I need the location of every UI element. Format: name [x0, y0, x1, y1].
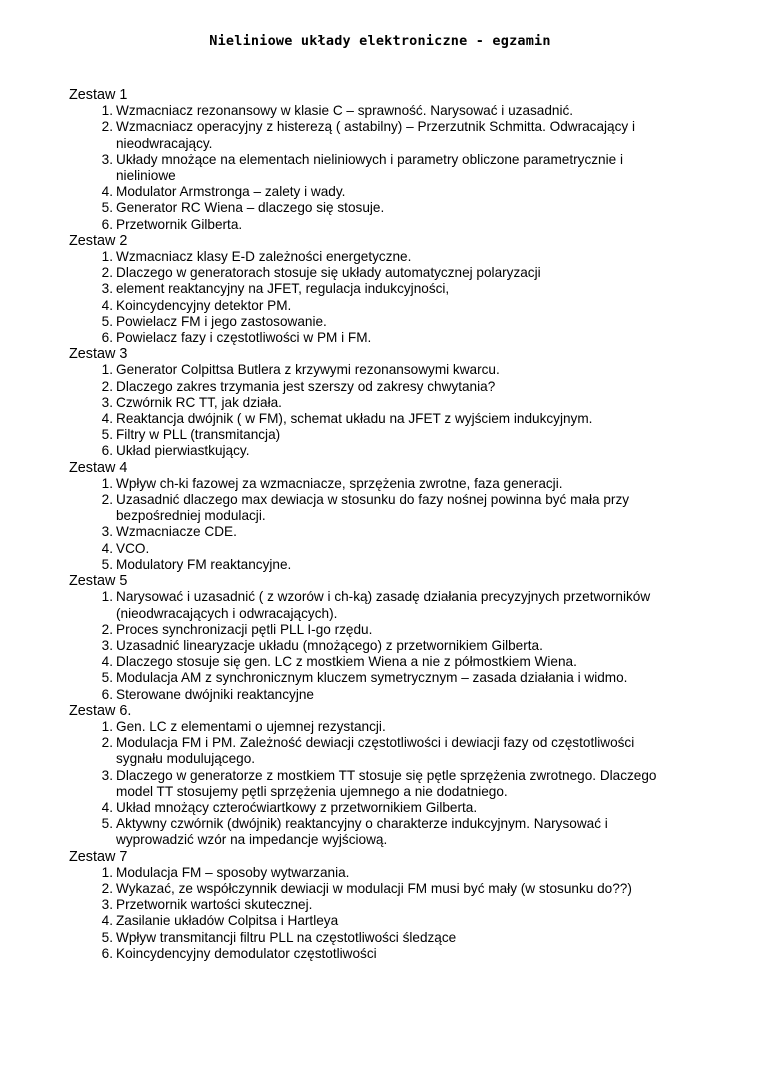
question-item [69, 687, 669, 703]
question-number: 5. [101, 427, 113, 443]
question-text: element reaktancyjny na JFET, regulacja indukcyjności, [116, 281, 450, 297]
question-item [69, 265, 669, 281]
question-number: 2. [101, 378, 113, 394]
question-text: Filtry w PLL (transmitancja) [116, 427, 281, 443]
question-item [69, 379, 669, 395]
question-item [69, 654, 669, 670]
question-text: Modulacja FM – sposoby wytwarzania. [116, 864, 350, 880]
question-list [69, 249, 669, 346]
question-text: Przetwornik wartości skutecznej. [116, 897, 313, 913]
set-heading: Zestaw 3 [69, 346, 128, 363]
question-number: 1. [101, 718, 113, 734]
question-text: Wpływ ch-ki fazowej za wzmacniacze, sprzężenia zwrotne, faza generacji. [116, 475, 563, 491]
question-text: Reaktancja dwójnik ( w FM), schemat układu na JFET z wyjściem indukcyjnym. [116, 411, 593, 427]
question-item [69, 103, 669, 119]
question-text: Wzmacniacz rezonansowy w klasie C – sprawność. Narysować i uzasadnić. [116, 103, 574, 119]
question-text: Sterowane dwójniki reaktancyjne [116, 686, 314, 702]
question-number: 5. [101, 313, 113, 329]
question-number: 5. [101, 929, 113, 945]
question-item [69, 557, 669, 573]
question-item [69, 719, 669, 735]
question-list [69, 103, 669, 233]
question-number: 6. [101, 216, 113, 232]
question-number: 4. [101, 913, 113, 929]
question-text: Dlaczego w generatorach stosuje się układy automatycznej polaryzacji [116, 265, 541, 281]
question-text: Powielacz FM i jego zastosowanie. [116, 313, 327, 329]
question-item [69, 281, 669, 297]
question-text: Generator Colpittsa Butlera z krzywymi rezonansowymi kwarcu. [116, 362, 500, 378]
question-number: 3. [101, 524, 113, 540]
question-text: Układy mnożące na elementach nieliniowych i parametry obliczone parametrycznie i nieliniowe [116, 151, 623, 184]
question-text: Koincydencyjny demodulator częstotliwości [116, 945, 377, 961]
question-text: Generator RC Wiena – dlaczego się stosuje. [116, 200, 385, 216]
exam-set [69, 849, 669, 962]
question-list [69, 589, 669, 702]
question-text: Wpływ transmitancji filtru PLL na częstotliwości śledzące [116, 929, 457, 945]
question-item [69, 443, 669, 459]
question-item [69, 119, 669, 151]
question-number: 2. [101, 119, 113, 135]
question-text: Wzmacniacze CDE. [116, 524, 237, 540]
question-number: 3. [101, 151, 113, 167]
question-number: 6. [101, 686, 113, 702]
question-item [69, 622, 669, 638]
question-number: 4. [101, 654, 113, 670]
question-item [69, 184, 669, 200]
question-number: 2. [101, 735, 113, 751]
question-text: Narysować i uzasadnić ( z wzorów i ch-ką) zasadę działania precyzyjnych przetworników (nieodwracających i odwracających). [116, 589, 651, 621]
question-number: 1. [101, 103, 113, 119]
question-text: Wzmacniacz operacyjny z histerezą ( astabilny) – Przerzutnik Schmitta. Odwracający i nieodwracający. [116, 119, 636, 151]
question-list [69, 719, 669, 849]
question-number: 2. [101, 621, 113, 637]
question-item [69, 492, 669, 524]
question-item [69, 865, 669, 881]
question-item [69, 913, 669, 929]
question-text: Układ mnożący czteroćwiartkowy z przetwornikiem Gilberta. [116, 799, 478, 815]
question-item [69, 411, 669, 427]
question-number: 6. [101, 945, 113, 961]
question-item [69, 427, 669, 443]
question-item [69, 768, 669, 800]
question-text: Proces synchronizacji pętli PLL I-go rzędu. [116, 621, 373, 637]
question-text: Wykazać, ze współczynnik dewiacji w modulacji FM musi być mały (w stosunku do??) [116, 880, 632, 896]
set-heading: Zestaw 1 [69, 87, 128, 103]
question-item [69, 589, 669, 621]
question-item [69, 524, 669, 540]
question-number: 2. [101, 492, 113, 508]
question-text: Aktywny czwórnik (dwójnik) reaktancyjny o charakterze indukcyjnym. Narysować i wyprowadzić wzór na impedancje wyjściową. [116, 816, 608, 848]
question-number: 1. [101, 249, 113, 265]
exam-set [69, 573, 669, 703]
set-heading: Zestaw 2 [69, 232, 128, 249]
set-heading: Zestaw 7 [69, 848, 128, 865]
question-text: Dlaczego stosuje się gen. LC z mostkiem Wiena a nie z półmostkiem Wiena. [116, 654, 577, 670]
question-number: 5. [101, 556, 113, 572]
question-number: 6. [101, 443, 113, 459]
question-text: Modulator Armstronga – zalety i wady. [116, 184, 346, 200]
question-text: Uzasadnić dlaczego max dewiacja w stosunku do fazy nośnej powinna być mała przy bezpośredniej modulacji. [116, 492, 630, 524]
question-text: Dlaczego w generatorze z mostkiem TT stosuje się pętle sprzężenia zwrotnego. Dlaczego model TT stosujemy pętli sprzężenia ujemnego a nie dodatniego. [116, 767, 657, 799]
question-number: 1. [101, 864, 113, 880]
question-item [69, 930, 669, 946]
question-text: Modulacja AM z synchronicznym kluczem symetrycznym – zasada działania i widmo. [116, 670, 628, 686]
question-number: 2. [101, 880, 113, 896]
question-text: Wzmacniacz klasy E-D zależności energetyczne. [116, 249, 412, 265]
question-number: 4. [101, 184, 113, 200]
question-item [69, 881, 669, 897]
exam-set [69, 233, 669, 346]
question-text: Powielacz fazy i częstotliwości w PM i FM. [116, 330, 372, 346]
question-item [69, 946, 669, 962]
question-text: Zasilanie układów Colpitsa i Hartleya [116, 913, 339, 929]
question-number: 5. [101, 200, 113, 216]
document-body [69, 87, 669, 962]
question-text: Uzasadnić linearyzacje układu (mnożącego) z przetwornikiem Gilberta. [116, 637, 543, 653]
question-number: 5. [101, 816, 113, 832]
question-text: Układ pierwiastkujący. [116, 443, 250, 459]
question-number: 2. [101, 265, 113, 281]
question-text: Dlaczego zakres trzymania jest szerszy od zakresy chwytania? [116, 378, 496, 394]
set-heading: Zestaw 6. [69, 702, 132, 719]
set-heading: Zestaw 5 [69, 573, 128, 590]
exam-set [69, 346, 669, 459]
question-text: VCO. [116, 540, 150, 556]
question-number: 6. [101, 330, 113, 346]
question-number: 3. [101, 394, 113, 410]
question-item [69, 362, 669, 378]
question-number: 4. [101, 540, 113, 556]
question-item [69, 897, 669, 913]
exam-set [69, 703, 669, 849]
question-item [69, 735, 669, 767]
question-item [69, 200, 669, 216]
question-item [69, 638, 669, 654]
question-item [69, 541, 669, 557]
question-item [69, 314, 669, 330]
question-text: Gen. LC z elementami o ujemnej rezystancji. [116, 718, 386, 734]
question-item [69, 816, 669, 848]
question-list [69, 865, 669, 962]
question-text: Koincydencyjny detektor PM. [116, 297, 292, 313]
question-item [69, 249, 669, 265]
question-item [69, 298, 669, 314]
question-item [69, 217, 669, 233]
question-number: 3. [101, 637, 113, 653]
question-list [69, 362, 669, 459]
question-number: 3. [101, 897, 113, 913]
question-number: 5. [101, 670, 113, 686]
set-heading: Zestaw 4 [69, 459, 128, 476]
question-number: 4. [101, 799, 113, 815]
document-title: Nieliniowe układy elektroniczne - egzamin [209, 33, 551, 49]
question-text: Czwórnik RC TT, jak działa. [116, 394, 282, 410]
question-number: 1. [101, 362, 113, 378]
question-text: Modulacja FM i PM. Zależność dewiacji częstotliwości i dewiacji fazy od częstotliwości sygnału modulującego. [116, 735, 635, 767]
question-list [69, 476, 669, 573]
question-item [69, 330, 669, 346]
question-item [69, 670, 669, 686]
question-text: Przetwornik Gilberta. [116, 216, 243, 232]
question-number: 1. [101, 475, 113, 491]
question-number: 4. [101, 297, 113, 313]
exam-set [69, 87, 669, 233]
exam-set [69, 460, 669, 573]
question-number: 3. [101, 767, 113, 783]
question-text: Modulatory FM reaktancyjne. [116, 556, 292, 572]
question-item [69, 152, 669, 184]
question-item [69, 800, 669, 816]
question-number: 1. [101, 589, 113, 605]
question-item [69, 395, 669, 411]
question-number: 3. [101, 281, 113, 297]
question-number: 4. [101, 411, 113, 427]
question-item [69, 476, 669, 492]
